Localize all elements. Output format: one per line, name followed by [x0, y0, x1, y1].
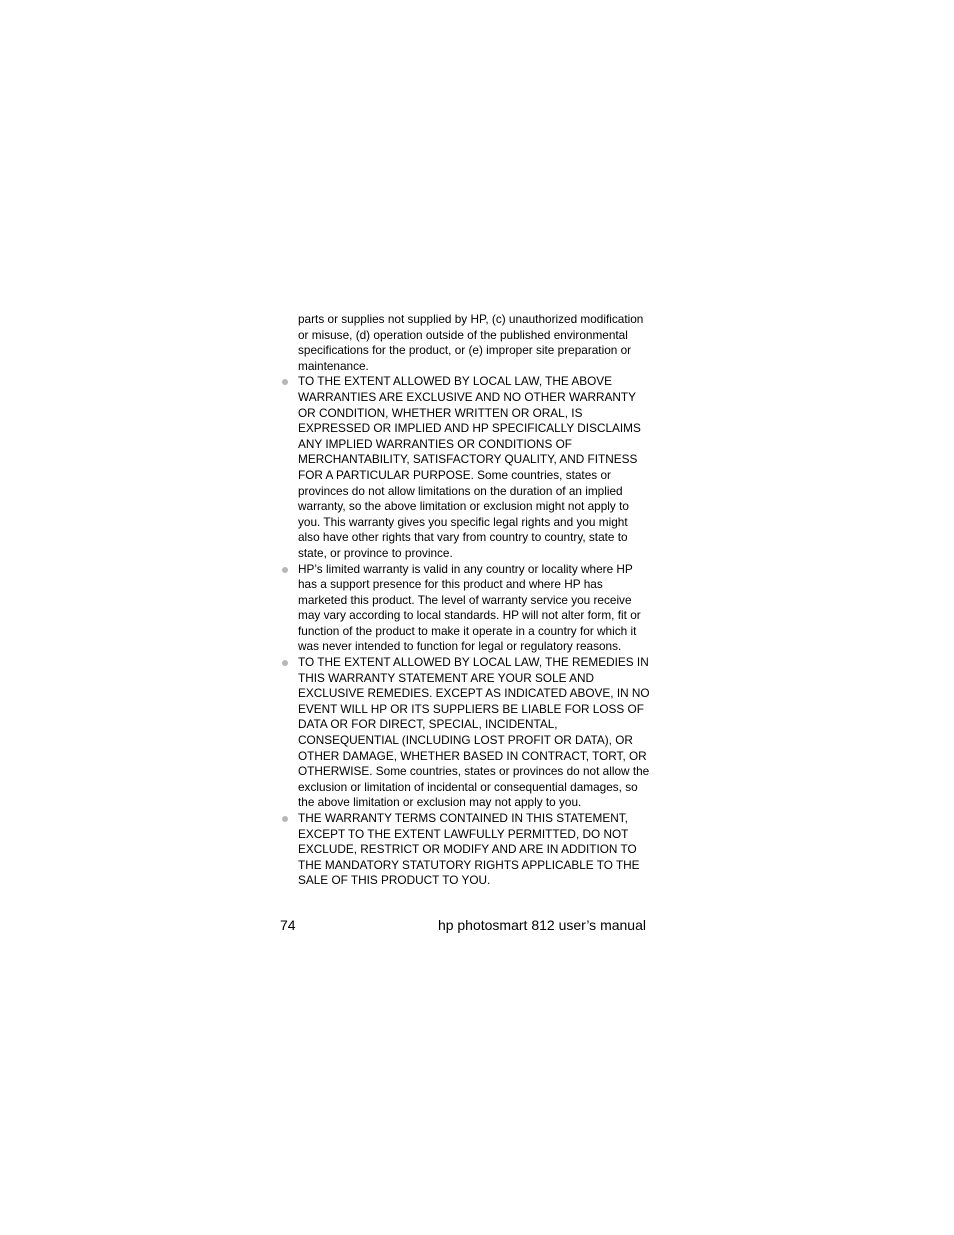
list-item-text: TO THE EXTENT ALLOWED BY LOCAL LAW, THE REMEDIES IN THIS WARRANTY STATEMENT ARE YOUR SOLE AND EXCLUSIVE REMEDIES. EXCEPT AS INDICATED ABOVE, IN NO EVENT WILL HP OR ITS SUPPLIERS BE LIABLE FOR LOSS OF DATA OR FOR DIRECT, SPECIAL, INCIDENTAL, CONSEQUENTIAL (INCLUDING LOST PROFIT OR DATA), OR OTHER DAMAGE, WHETHER BASED IN CONTRACT, TORT, OR OTHERWISE. Some countries, states or provinces do not allow the exclusion or limitation of incidental or consequential damages, so the above limitation or exclusion may not apply to you. — [298, 655, 650, 810]
manual-title: hp photosmart 812 user’s manual — [437, 917, 646, 933]
page-footer — [280, 915, 646, 935]
list-item-text: TO THE EXTENT ALLOWED BY LOCAL LAW, THE ABOVE WARRANTIES ARE EXCLUSIVE AND NO OTHER WARRANTY OR CONDITION, WHETHER WRITTEN OR ORAL, IS EXPRESSED OR IMPLIED AND HP SPECIFICALLY DISCLAIMS ANY IMPLIED WARRANTIES OR CONDITIONS OF MERCHANTABILITY, SATISFACTORY QUALITY, AND FITNESS FOR A PARTICULAR PURPOSE. Some countries, states or provinces do not allow limitations on the duration of an implied warranty, so the above limitation or exclusion might not apply to you. This warranty gives you specific legal rights and you might also have other rights that vary from country to country, state to state, or province to province. — [298, 374, 641, 560]
page-number: 74 — [280, 917, 296, 933]
list-item — [280, 811, 650, 889]
warranty-text-block — [280, 312, 650, 889]
bullet-icon — [282, 816, 288, 822]
list-item — [280, 655, 650, 811]
list-item — [280, 562, 650, 656]
intro-paragraph: parts or supplies not supplied by HP, (c) unauthorized modification or misuse, (d) operation outside of the published environmental specifications for the product, or (e) improper site preparation or maintenance. — [298, 312, 644, 373]
bullet-icon — [282, 567, 288, 573]
list-item-text: THE WARRANTY TERMS CONTAINED IN THIS STATEMENT, EXCEPT TO THE EXTENT LAWFULLY PERMITTED, DO NOT EXCLUDE, RESTRICT OR MODIFY AND ARE IN ADDITION TO THE MANDATORY STATUTORY RIGHTS APPLICABLE TO THE SALE OF THIS PRODUCT TO YOU. — [298, 811, 640, 888]
bullet-icon — [282, 379, 288, 385]
list-item — [280, 374, 650, 561]
bullet-icon — [282, 660, 288, 666]
list-item-text: HP’s limited warranty is valid in any country or locality where HP has a support presence for this product and where HP has marketed this product. The level of warranty service you receive may vary according to local standards. HP will not alter form, fit or function of the product to make it operate in a country for which it was never intended to function for legal or regulatory reasons. — [298, 561, 641, 654]
